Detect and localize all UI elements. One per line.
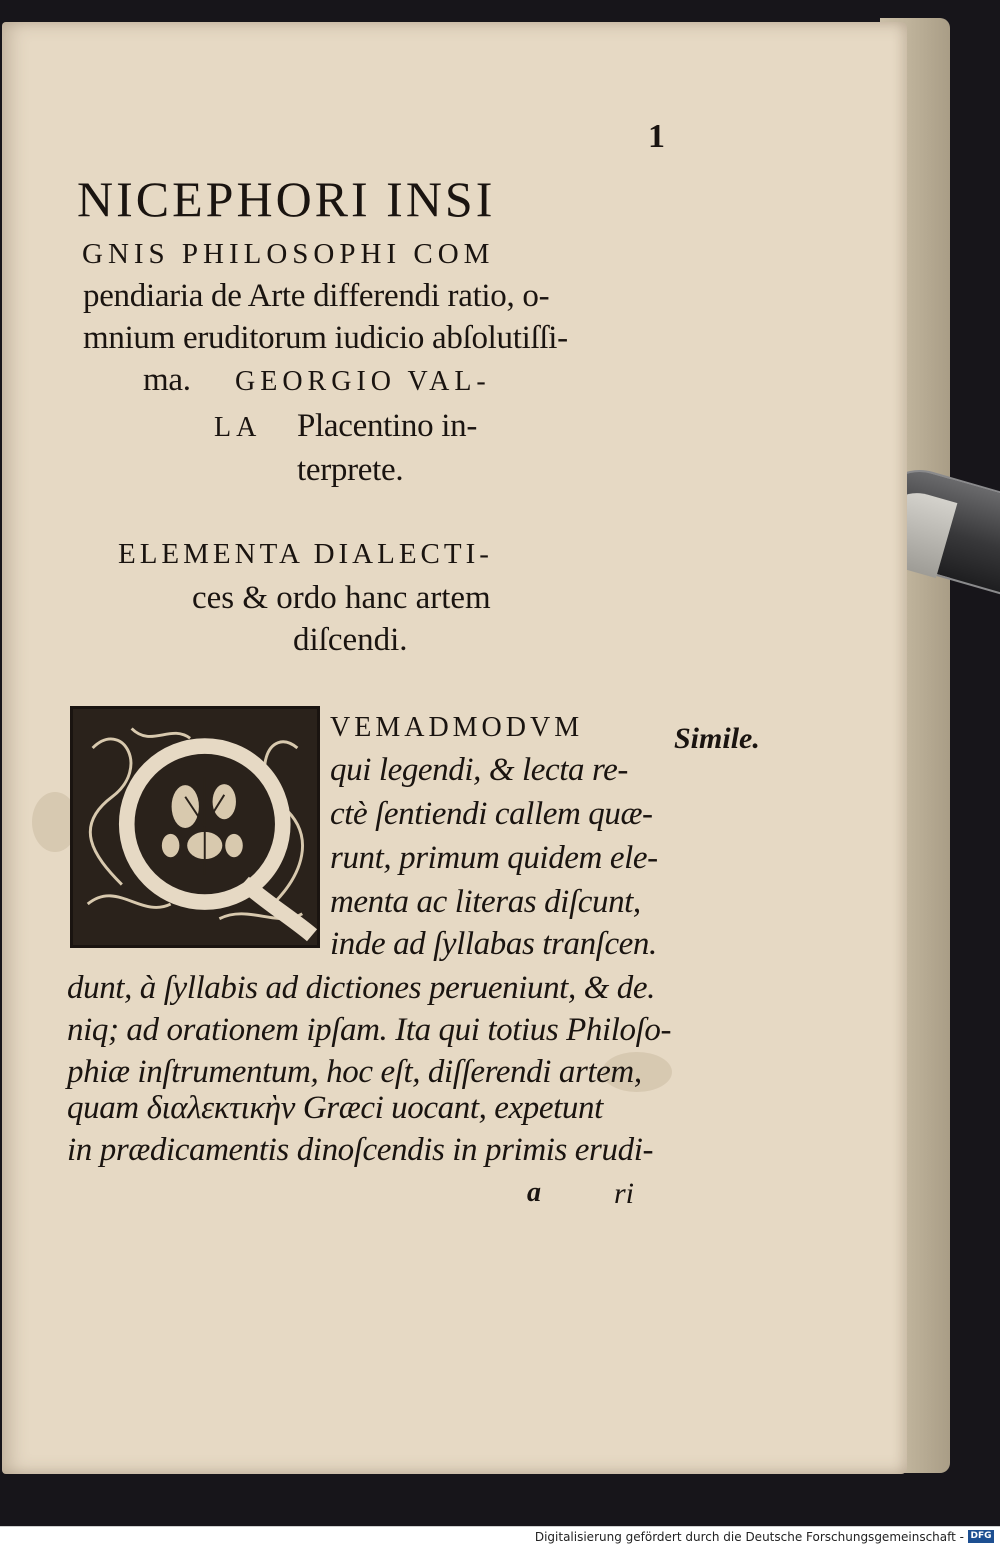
signature-mark: a [527,1177,541,1208]
body-line: runt, primum quidem ele- [330,840,658,876]
folio-number: 1 [648,118,665,155]
section-heading-line-3: diſcendi. [293,622,408,658]
title-line-2: GNIS PHILOSOPHI COM [82,238,495,270]
footer-bar [0,1526,1000,1547]
body-line: phiæ inſtrumentum, hoc eſt, diſſerendi artem, [67,1054,642,1090]
title-line-5a: ma. [143,362,191,398]
section-heading-line-2: ces & ordo hanc artem [192,580,491,616]
title-line-1: NICEPHORI INSI [77,171,496,227]
body-line: inde ad ſyllabas tranſcen. [330,926,657,962]
body-line: quam διαλεκτικὴν Græci uocant, expetunt [67,1090,603,1126]
title-line-7: terprete. [297,452,404,488]
body-line: in prædicamentis dinoſcendis in primis erudi- [67,1132,654,1168]
body-opening-caps: VEMADMODVM [330,712,584,743]
section-heading-line-1: ELEMENTA DIALECTI- [118,538,493,570]
title-line-6b: Placentino in- [297,408,478,444]
body-line: niq; ad orationem ipſam. Ita qui totius Philoſo- [67,1012,672,1048]
title-line-4: mnium eruditorum iudicio abſolutiſſi- [83,320,568,356]
body-line: dunt, à ſyllabis ad dictiones perueniunt, & de. [67,970,655,1006]
body-line: ctè ſentiendi callem quæ- [330,796,653,832]
catchword: ri [614,1177,635,1210]
decorated-initial-q [70,706,320,948]
margin-note: Simile. [674,722,760,755]
title-line-3: pendiaria de Arte differendi ratio, o- [83,278,550,314]
title-line-6a: LA [214,412,262,443]
ornamental-initial-icon [73,709,317,945]
body-line: menta ac literas diſcunt, [330,884,641,920]
dfg-logo-icon: DFG [968,1530,994,1543]
title-line-5b: GEORGIO VAL- [235,366,491,397]
body-line: qui legendi, & lecta re- [330,752,629,788]
funding-credit: Digitalisierung gefördert durch die Deutsche Forschungsgemeinschaft - [534,1530,964,1544]
